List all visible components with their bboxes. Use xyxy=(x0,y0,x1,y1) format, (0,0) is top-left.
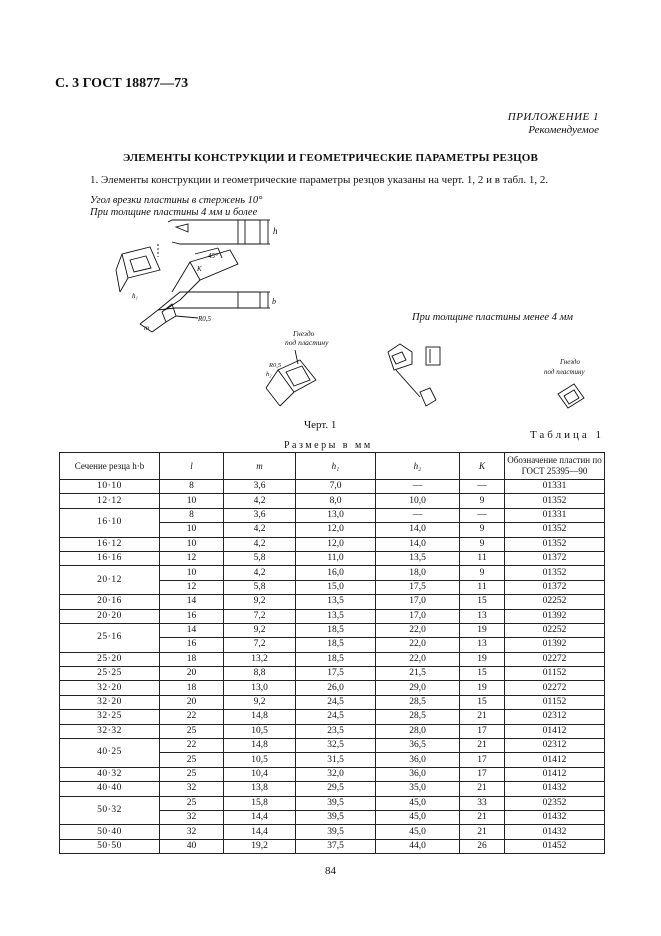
cell-h1: 11,0 xyxy=(296,551,376,565)
dimensions-table xyxy=(59,452,605,854)
cell-h1: 16,0 xyxy=(296,566,376,580)
col-header-m: m xyxy=(224,453,296,480)
cell-h1: 18,5 xyxy=(296,638,376,652)
cell-k: 21 xyxy=(460,782,505,796)
cell-plate: 01412 xyxy=(505,767,605,781)
cell-l: 10 xyxy=(160,494,224,508)
cell-k: 15 xyxy=(460,667,505,681)
cell-section: 40·40 xyxy=(60,782,160,796)
drawing-note-thick: При толщине пластины 4 мм и более xyxy=(90,207,258,218)
cell-m: 14,4 xyxy=(224,810,296,824)
cell-plate: 01412 xyxy=(505,724,605,738)
cell-l: 8 xyxy=(160,508,224,522)
appendix-subtitle: Рекомендуемое xyxy=(528,124,599,136)
dim-r-label: R0,5 xyxy=(198,315,212,323)
cell-h1: 32,5 xyxy=(296,739,376,753)
cell-h1: 39,5 xyxy=(296,796,376,810)
cell-plate: 01432 xyxy=(505,825,605,839)
table-row xyxy=(60,566,605,580)
dim-45-label: 45° xyxy=(208,252,218,260)
cutter-tip-view xyxy=(116,247,160,292)
socket-label-2a: Гнездо xyxy=(560,358,580,366)
cell-h2: — xyxy=(376,480,460,494)
cell-l: 32 xyxy=(160,810,224,824)
plate-views xyxy=(388,344,440,406)
table-row xyxy=(60,537,605,551)
cell-l: 25 xyxy=(160,753,224,767)
cell-h2: 22,0 xyxy=(376,638,460,652)
cell-l: 14 xyxy=(160,623,224,637)
cell-h2: 36,0 xyxy=(376,767,460,781)
cell-k: 17 xyxy=(460,753,505,767)
col-header-h2: h₂ xyxy=(376,453,460,480)
section-title: ЭЛЕМЕНТЫ КОНСТРУКЦИИ И ГЕОМЕТРИЧЕСКИЕ ПАРАМЕТРЫ РЕЗЦОВ xyxy=(122,152,539,164)
cell-plate: 01152 xyxy=(505,667,605,681)
cell-l: 40 xyxy=(160,839,224,853)
cell-h1: 18,5 xyxy=(296,623,376,637)
table-row xyxy=(60,681,605,695)
cell-h2: 28,5 xyxy=(376,695,460,709)
cell-l: 20 xyxy=(160,695,224,709)
cell-section: 25·16 xyxy=(60,623,160,652)
page-number: 84 xyxy=(325,865,336,877)
cell-m: 10,4 xyxy=(224,767,296,781)
cell-h2: 22,0 xyxy=(376,652,460,666)
cell-section: 40·25 xyxy=(60,739,160,768)
cell-k: — xyxy=(460,480,505,494)
table-row xyxy=(60,710,605,724)
cell-k: — xyxy=(460,508,505,522)
cell-l: 32 xyxy=(160,825,224,839)
cell-plate: 01392 xyxy=(505,638,605,652)
cell-k: 15 xyxy=(460,595,505,609)
cell-k: 19 xyxy=(460,623,505,637)
cell-h2: 17,0 xyxy=(376,595,460,609)
cell-h2: — xyxy=(376,508,460,522)
cell-l: 18 xyxy=(160,681,224,695)
col-header-l: l xyxy=(160,453,224,480)
cell-h1: 8,0 xyxy=(296,494,376,508)
cell-h1: 31,5 xyxy=(296,753,376,767)
cell-plate: 01432 xyxy=(505,782,605,796)
cell-m: 3,6 xyxy=(224,480,296,494)
cell-l: 10 xyxy=(160,566,224,580)
cell-m: 5,8 xyxy=(224,551,296,565)
cell-h1: 23,5 xyxy=(296,724,376,738)
socket-label-2b: под пластину xyxy=(544,368,585,376)
dim-h-label: h xyxy=(273,226,278,236)
cell-m: 13,8 xyxy=(224,782,296,796)
cell-m: 13,2 xyxy=(224,652,296,666)
dim-h1-label: h₁ xyxy=(132,292,138,300)
cell-h2: 45,0 xyxy=(376,810,460,824)
cell-k: 9 xyxy=(460,537,505,551)
cell-plate: 02252 xyxy=(505,595,605,609)
table-row xyxy=(60,839,605,853)
cell-plate: 01331 xyxy=(505,480,605,494)
cell-section: 40·32 xyxy=(60,767,160,781)
cell-h2: 29,0 xyxy=(376,681,460,695)
cell-h2: 45,0 xyxy=(376,825,460,839)
cell-m: 14,8 xyxy=(224,710,296,724)
cell-m: 9,2 xyxy=(224,595,296,609)
cell-l: 22 xyxy=(160,710,224,724)
cell-plate: 01352 xyxy=(505,523,605,537)
table-row xyxy=(60,508,605,522)
cell-m: 3,6 xyxy=(224,508,296,522)
cell-plate: 01372 xyxy=(505,551,605,565)
cell-m: 15,8 xyxy=(224,796,296,810)
socket-label-1a: Гнездо xyxy=(293,329,315,338)
cell-plate: 01372 xyxy=(505,580,605,594)
cell-k: 21 xyxy=(460,710,505,724)
cell-section: 20·12 xyxy=(60,566,160,595)
cell-section: 16·10 xyxy=(60,508,160,537)
cell-m: 8,8 xyxy=(224,667,296,681)
table-row xyxy=(60,480,605,494)
table-caption: Таблица 1 xyxy=(529,429,604,441)
cell-plate: 01152 xyxy=(505,695,605,709)
cell-h2: 14,0 xyxy=(376,537,460,551)
cell-m: 9,2 xyxy=(224,695,296,709)
figure-caption: Черт. 1 xyxy=(304,419,337,431)
cell-k: 17 xyxy=(460,767,505,781)
page-header: С. 3 ГОСТ 18877—73 xyxy=(55,76,189,91)
cell-section: 25·25 xyxy=(60,667,160,681)
table-row xyxy=(60,652,605,666)
cell-m: 7,2 xyxy=(224,638,296,652)
cell-h1: 17,5 xyxy=(296,667,376,681)
cell-h2: 14,0 xyxy=(376,523,460,537)
table-row xyxy=(60,724,605,738)
cell-section: 10·10 xyxy=(60,480,160,494)
cell-h1: 39,5 xyxy=(296,810,376,824)
cell-l: 18 xyxy=(160,652,224,666)
cell-plate: 02312 xyxy=(505,710,605,724)
cell-section: 20·16 xyxy=(60,595,160,609)
cell-k: 11 xyxy=(460,580,505,594)
cell-l: 22 xyxy=(160,739,224,753)
cell-h1: 39,5 xyxy=(296,825,376,839)
dim-m-label: m xyxy=(144,324,150,332)
cell-h2: 22,0 xyxy=(376,623,460,637)
cell-m: 10,5 xyxy=(224,724,296,738)
dimensions-note: Размеры в мм xyxy=(284,440,373,451)
cell-h2: 28,5 xyxy=(376,710,460,724)
cell-section: 12·12 xyxy=(60,494,160,508)
socket-detail-2 xyxy=(558,384,584,408)
dim-b-label: b xyxy=(272,297,276,306)
table-row xyxy=(60,796,605,810)
table-header-row xyxy=(60,453,605,480)
cell-m: 10,5 xyxy=(224,753,296,767)
cell-section: 16·12 xyxy=(60,537,160,551)
cell-m: 4,2 xyxy=(224,494,296,508)
cell-plate: 02272 xyxy=(505,681,605,695)
cell-k: 9 xyxy=(460,494,505,508)
cell-h2: 17,0 xyxy=(376,609,460,623)
cell-h1: 29,5 xyxy=(296,782,376,796)
cell-m: 19,2 xyxy=(224,839,296,853)
cell-m: 14,4 xyxy=(224,825,296,839)
cell-h1: 13,0 xyxy=(296,508,376,522)
cell-h2: 18,0 xyxy=(376,566,460,580)
cell-m: 4,2 xyxy=(224,537,296,551)
cell-k: 21 xyxy=(460,825,505,839)
cell-l: 16 xyxy=(160,609,224,623)
cutter-angled-view xyxy=(165,248,238,310)
cell-k: 33 xyxy=(460,796,505,810)
cell-section: 20·20 xyxy=(60,609,160,623)
cell-l: 20 xyxy=(160,667,224,681)
cell-section: 50·40 xyxy=(60,825,160,839)
dim-r2-label: R0,5 xyxy=(269,362,282,369)
cell-section: 32·20 xyxy=(60,681,160,695)
cell-l: 16 xyxy=(160,638,224,652)
cell-plate: 01352 xyxy=(505,537,605,551)
appendix-title: ПРИЛОЖЕНИЕ 1 xyxy=(507,111,599,123)
table-row xyxy=(60,551,605,565)
cell-plate: 02272 xyxy=(505,652,605,666)
cell-section: 25·20 xyxy=(60,652,160,666)
cell-k: 19 xyxy=(460,652,505,666)
cell-m: 4,2 xyxy=(224,566,296,580)
cell-plate: 01352 xyxy=(505,566,605,580)
cell-plate: 02252 xyxy=(505,623,605,637)
cutter-bottom-view xyxy=(140,292,270,332)
cell-h2: 21,5 xyxy=(376,667,460,681)
cell-l: 12 xyxy=(160,580,224,594)
table-row xyxy=(60,623,605,637)
cell-h1: 32,0 xyxy=(296,767,376,781)
cell-h1: 26,0 xyxy=(296,681,376,695)
dim-h2-label: h₂ xyxy=(266,371,272,378)
cell-l: 32 xyxy=(160,782,224,796)
table-row xyxy=(60,825,605,839)
cell-k: 9 xyxy=(460,523,505,537)
cell-m: 5,8 xyxy=(224,580,296,594)
cell-h1: 7,0 xyxy=(296,480,376,494)
cell-plate: 01432 xyxy=(505,810,605,824)
cell-l: 25 xyxy=(160,767,224,781)
cell-k: 13 xyxy=(460,609,505,623)
cell-k: 21 xyxy=(460,810,505,824)
cell-k: 9 xyxy=(460,566,505,580)
cell-plate: 01452 xyxy=(505,839,605,853)
cell-k: 26 xyxy=(460,839,505,853)
cell-h1: 15,0 xyxy=(296,580,376,594)
intro-paragraph: 1. Элементы конструкции и геометрические параметры резцов указаны на черт. 1, 2 и в табл. 1, 2. xyxy=(90,174,549,186)
cell-plate: 01412 xyxy=(505,753,605,767)
cell-h1: 12,0 xyxy=(296,537,376,551)
cell-m: 4,2 xyxy=(224,523,296,537)
cell-l: 8 xyxy=(160,480,224,494)
socket-detail-1 xyxy=(266,350,316,406)
cell-h1: 18,5 xyxy=(296,652,376,666)
cell-l: 12 xyxy=(160,551,224,565)
cell-h2: 36,0 xyxy=(376,753,460,767)
cell-section: 32·20 xyxy=(60,695,160,709)
cell-plate: 02352 xyxy=(505,796,605,810)
col-header-section: Сечение резца h·b xyxy=(60,453,160,480)
cell-h2: 45,0 xyxy=(376,796,460,810)
table-row xyxy=(60,595,605,609)
col-header-k: K xyxy=(460,453,505,480)
cell-h1: 37,5 xyxy=(296,839,376,853)
cell-h2: 44,0 xyxy=(376,839,460,853)
cell-m: 14,8 xyxy=(224,739,296,753)
cell-h1: 13,5 xyxy=(296,609,376,623)
drawing-note-thin: При толщине пластины менее 4 мм xyxy=(412,312,573,323)
table-row xyxy=(60,767,605,781)
cell-h2: 28,0 xyxy=(376,724,460,738)
drawing-note-angle: Угол врезки пластины в стержень 10° xyxy=(90,195,263,206)
cell-h1: 24,5 xyxy=(296,710,376,724)
cell-h1: 24,5 xyxy=(296,695,376,709)
cell-k: 21 xyxy=(460,739,505,753)
cell-l: 25 xyxy=(160,724,224,738)
cell-l: 10 xyxy=(160,537,224,551)
cell-m: 13,0 xyxy=(224,681,296,695)
cell-section: 32·25 xyxy=(60,710,160,724)
cell-l: 25 xyxy=(160,796,224,810)
cell-m: 7,2 xyxy=(224,609,296,623)
cell-plate: 02312 xyxy=(505,739,605,753)
table-row xyxy=(60,494,605,508)
cell-k: 17 xyxy=(460,724,505,738)
cell-k: 13 xyxy=(460,638,505,652)
cell-plate: 01352 xyxy=(505,494,605,508)
col-header-plate: Обозначение пластин по ГОСТ 25395—90 xyxy=(505,453,605,480)
table-row xyxy=(60,667,605,681)
cell-plate: 01392 xyxy=(505,609,605,623)
technical-drawing xyxy=(80,192,600,417)
cell-m: 9,2 xyxy=(224,623,296,637)
cell-k: 19 xyxy=(460,681,505,695)
cell-h1: 12,0 xyxy=(296,523,376,537)
cell-k: 11 xyxy=(460,551,505,565)
cell-plate: 01331 xyxy=(505,508,605,522)
dim-k-label: K xyxy=(197,265,202,273)
cell-h2: 35,0 xyxy=(376,782,460,796)
cell-section: 50·50 xyxy=(60,839,160,853)
table-row xyxy=(60,782,605,796)
cell-section: 50·32 xyxy=(60,796,160,825)
cell-h2: 13,5 xyxy=(376,551,460,565)
cell-section: 32·32 xyxy=(60,724,160,738)
cell-h2: 17,5 xyxy=(376,580,460,594)
cell-h2: 36,5 xyxy=(376,739,460,753)
cell-k: 15 xyxy=(460,695,505,709)
table-row xyxy=(60,739,605,753)
cell-h1: 13,5 xyxy=(296,595,376,609)
table-row xyxy=(60,695,605,709)
socket-label-1b: под пластину xyxy=(285,338,329,347)
cell-l: 14 xyxy=(160,595,224,609)
table-row xyxy=(60,609,605,623)
cell-section: 16·16 xyxy=(60,551,160,565)
cell-h2: 10,0 xyxy=(376,494,460,508)
col-header-h1: h₁ xyxy=(296,453,376,480)
cell-l: 10 xyxy=(160,523,224,537)
